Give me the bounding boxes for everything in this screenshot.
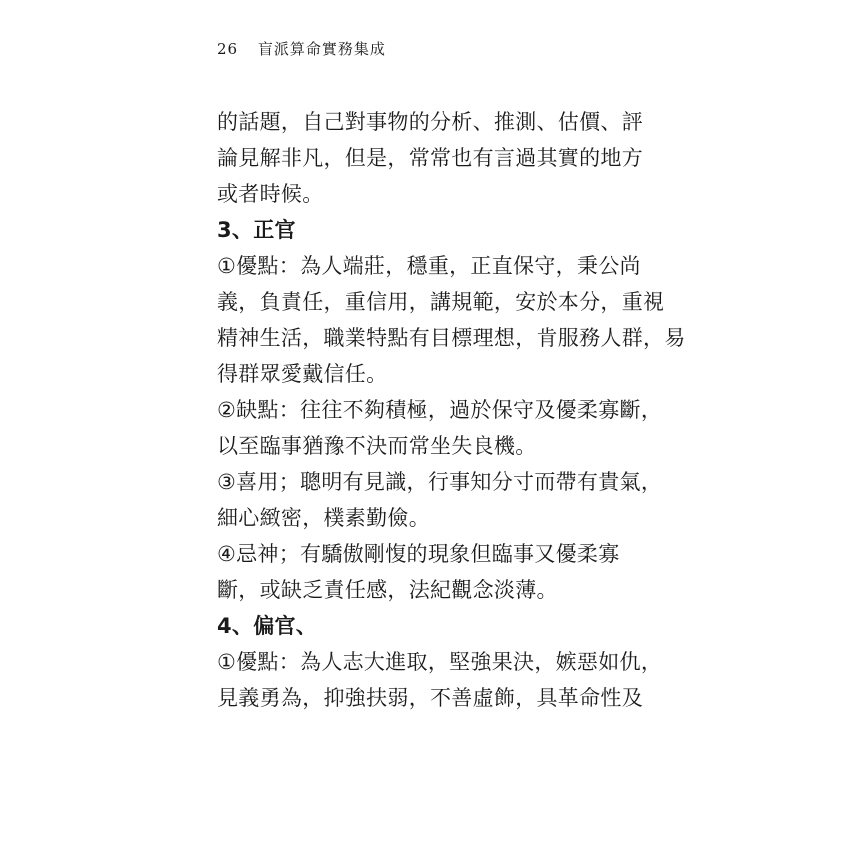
text-line: 或者時候。 [217, 182, 324, 206]
text-line: 論見解非凡，但是，常常也有言過其實的地方 [217, 146, 643, 170]
text-line: ①優點：為人端莊，穩重，正直保守，秉公尚 [217, 254, 641, 278]
section-heading: 4、偏官、 [217, 614, 318, 638]
text-line: 斷，或缺乏責任感，法紀觀念淡薄。 [217, 578, 558, 602]
text-line: ④忌神；有驕傲剛愎的現象但臨事又優柔寡 [217, 542, 620, 566]
text-line: ①優點：為人志大進取，堅強果決，嫉惡如仇， [217, 650, 663, 674]
text-line: 見義勇為，抑強扶弱，不善虛飾，具革命性及 [217, 686, 643, 710]
body-text [217, 104, 686, 716]
text-line: 的話題，自己對事物的分析、推測、估價、評 [217, 110, 643, 134]
book-title: 盲派算命實務集成 [257, 40, 386, 58]
section-heading: 3、正官 [217, 218, 296, 242]
running-header [217, 38, 386, 59]
text-line: ③喜用；聰明有見識，行事知分寸而帶有貴氣， [217, 470, 663, 494]
text-line: 以至臨事猶豫不決而常坐失良機。 [217, 434, 537, 458]
page-number: 26 [217, 40, 239, 58]
text-line: ②缺點：往往不夠積極，過於保守及優柔寡斷， [217, 398, 663, 422]
text-line: 細心緻密，樸素勤儉。 [217, 506, 430, 530]
text-line: 精神生活，職業特點有目標理想，肯服務人群，易 [217, 326, 686, 350]
text-line: 義，負責任，重信用，講規範，安於本分，重視 [217, 290, 665, 314]
text-line: 得群眾愛戴信任。 [217, 362, 388, 386]
